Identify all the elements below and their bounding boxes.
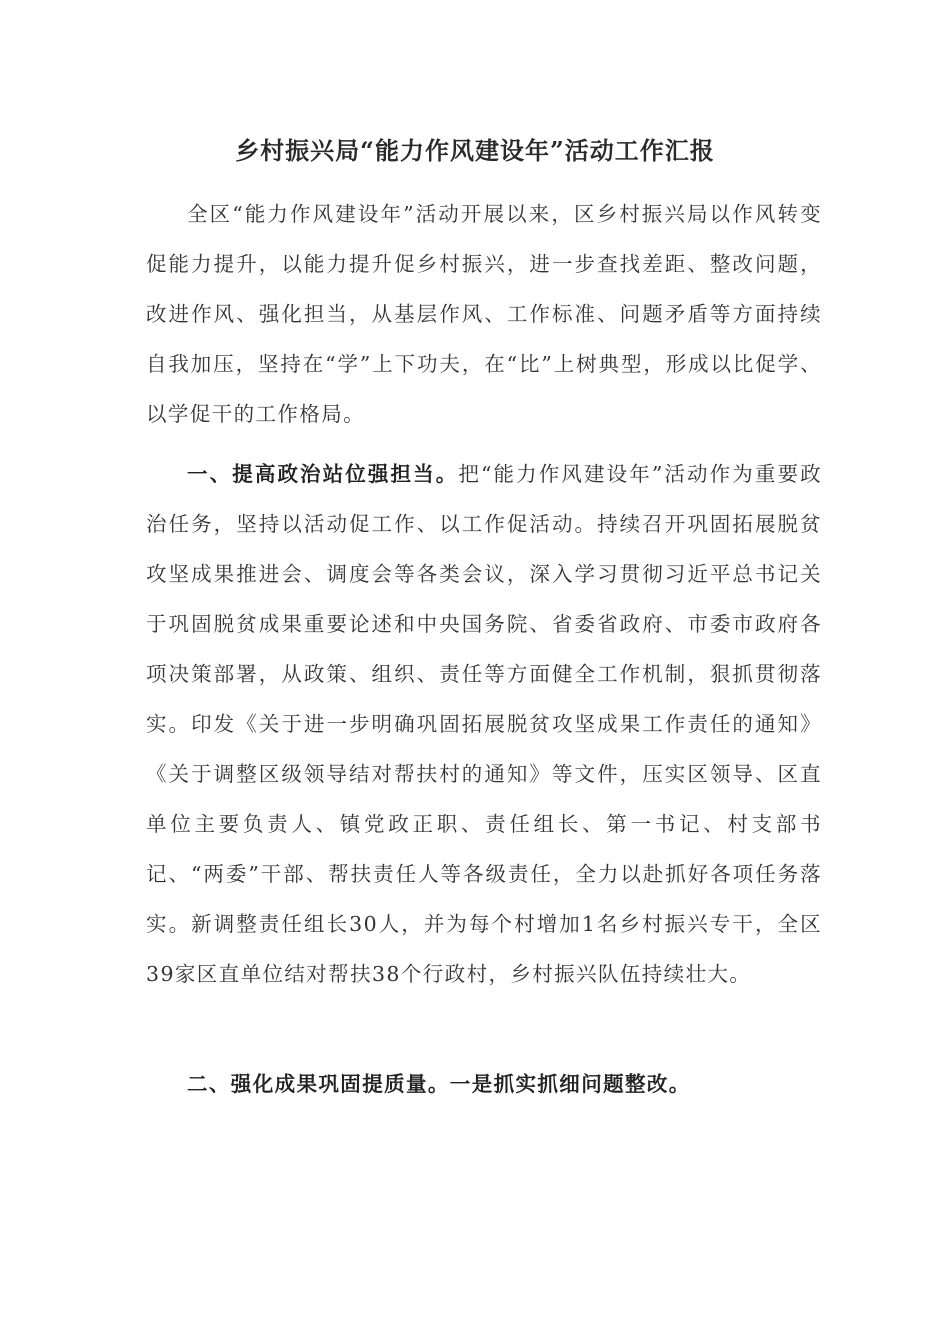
section-1-heading: 一、提高政治站位强担当。: [187, 462, 459, 486]
document-title: 乡村振兴局“能力作风建设年”活动工作汇报: [235, 136, 715, 165]
section-1-body: 把“能力作风建设年”活动作为重要政治任务，坚持以活动促工作、以工作促活动。持续召开巩固拓展脱贫攻坚成果推进会、调度会等各类会议，深入学习贯彻习近平总书记关于巩固脱贫成果重要论述和中央国务院、省委省政府、市委市政府各项决策部署，从政策、组织、责任等方面健全工作机制，狠抓贯彻落实。印发《关于进一步明确巩固拓展脱贫攻坚成果工作责任的通知》《关于调整区级领导结对帮扶村的通知》等文件，压实区领导、区直单位主要负责人、镇党政正职、责任组长、第一书记、村支部书记、“两委”干部、帮扶责任人等各级责任，全力以赴抓好各项任务落实。新调整责任组长30人，并为每个村增加1名乡村振兴专干，全区39家区直单位结对帮扶38个行政村，乡村振兴队伍持续壮大。: [146, 462, 822, 986]
section-1-paragraph: [146, 449, 822, 999]
intro-paragraph: 全区“能力作风建设年”活动开展以来，区乡村振兴局以作风转变促能力提升，以能力提升促乡村振兴，进一步查找差距、整改问题，改进作风、强化担当，从基层作风、工作标准、问题矛盾等方面持续自我加压，坚持在“学”上下功夫，在“比”上树典型，形成以比促学、以学促干的工作格局。: [146, 202, 822, 426]
section-2-paragraph: [146, 1059, 822, 1109]
section-2-heading: 二、强化成果巩固提质量。一是抓实抓细问题整改。: [187, 1072, 691, 1096]
